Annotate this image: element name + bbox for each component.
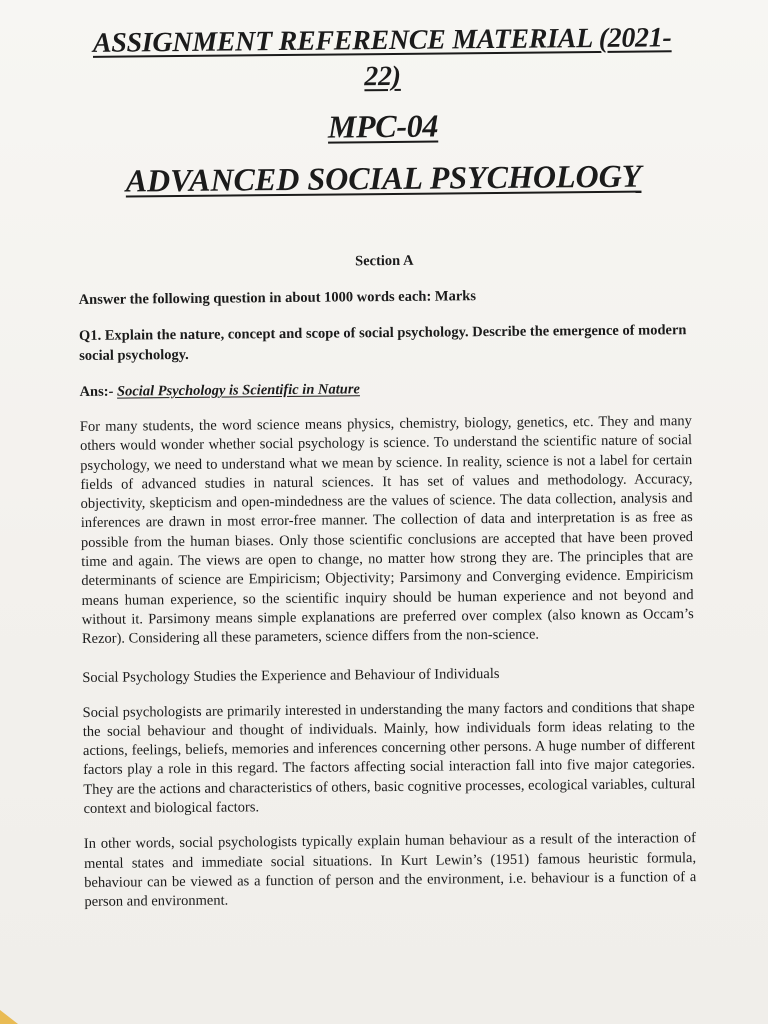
paragraph-3: In other words, social psychologists typically explain human behaviour as a result of the interaction of mental states and immediate social situations. In Kurt Lewin’s (1951) famous heuristic formula, behaviour can be viewed as a function of person and the environment, i.e. behaviour is a function of a person and environment. (83, 830, 697, 911)
answer-heading: Social Psychology is Scientific in Nature (116, 381, 360, 400)
paragraph-2: Social psychologists are primarily interested in understanding the many factors and conditions that shape the social behaviour and thought of individuals. Mainly, how individuals form ideas relating to the actions, feelings, beliefs, memories and inferences concerning other persons. A huge number of different factors play a role in this regard. The factors affecting social interaction fall into five major categories. They are the actions and characteristics of others, basic cognitive processes, ecological variables, cultural context and biological factors. (82, 698, 696, 818)
answer-line (79, 376, 691, 402)
subheading-2: Social Psychology Studies the Experience and Behaviour of Individuals (82, 665, 500, 686)
instruction-text: Answer the following question in about 1000 words each: Marks (78, 288, 477, 308)
document-course-code: MPC-04 (327, 107, 439, 145)
document-course-title: ADVANCED SOCIAL PSYCHOLOGY (125, 157, 642, 199)
answer-prefix: Ans:- (79, 383, 118, 400)
paragraph-1: For many students, the word science means physics, chemistry, biology, genetics, etc. They and many others would wonder whether social psychology is science. To understand the scientific nature of social psychology, we need to understand what we mean by science. In reality, science is not a label for certain fields of advanced studies in natural sciences. It has set of values and methodology. Accuracy, objectivity, skepticism and open-mindedness are the values of science. The data collection, analysis and inferences are drawn in most error-free manner. The collection of data and interpretation is as free as possible from the human biases. Only those scientific conclusions are accepted that have been proved time and again. The views are open to change, no matter how strong they are. The principles that are determinants of science are Empiricism; Objectivity; Parsimony and Converging evidence. Empiricism means human experience, so the scientific inquiry should be human experience and not beyond and without it. Parsimony means simple explanations are preferred over complex (also known as Occam’s Rezor). Considering all these parameters, science differs from the non-science. (79, 413, 694, 648)
question-text: Q1. Explain the nature, concept and scope of social psychology. Describe the emergence of modern social psychology. (78, 322, 687, 364)
document-content (76, 16, 697, 912)
page-corner-mark (0, 1010, 18, 1024)
document-header-line1: ASSIGNMENT REFERENCE MATERIAL (2021-22) (92, 22, 672, 93)
section-label: Section A (355, 252, 414, 270)
